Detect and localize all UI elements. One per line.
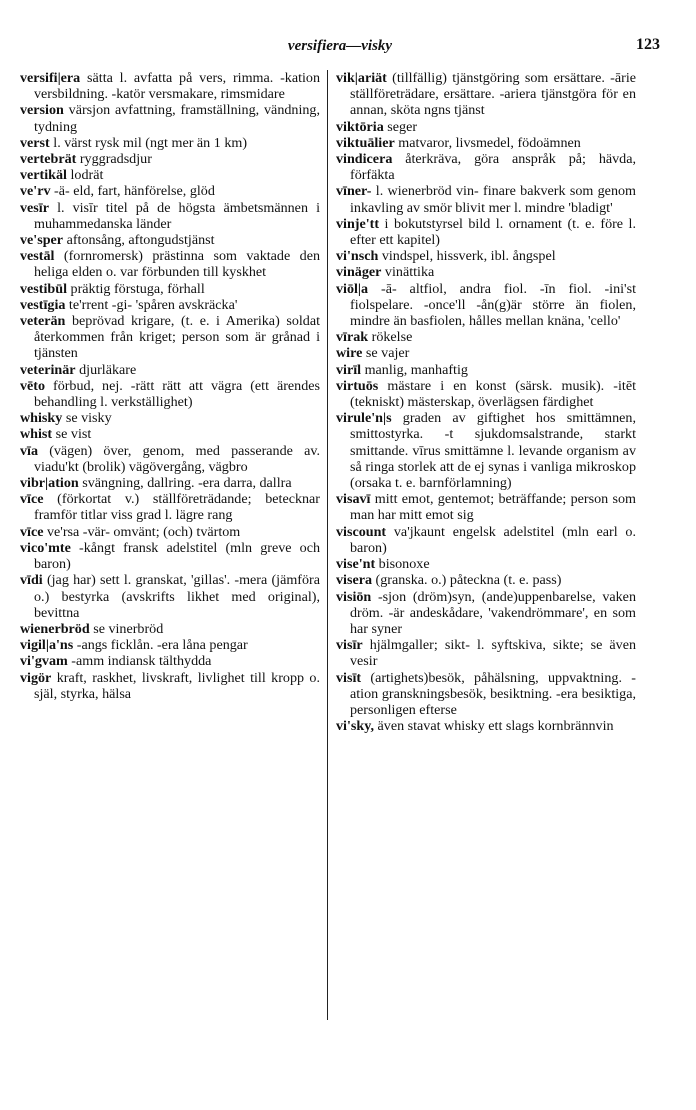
headword: wire xyxy=(336,345,363,362)
dictionary-entry xyxy=(336,151,636,183)
definition: (artighets)besök, påhälsning, uppvaktning. -ation granskningsbesök, besiktning. -era besiktiga, personligen efterse xyxy=(350,669,636,718)
headword: vigil|a'ns xyxy=(20,637,74,654)
dictionary-entry xyxy=(20,248,320,280)
definition: l. visīr titel på de högsta ämbetsmännen i muhammedanska länder xyxy=(34,199,320,232)
dictionary-entry xyxy=(20,540,320,572)
dictionary-entry xyxy=(20,637,320,653)
definition: se vist xyxy=(52,426,92,443)
dictionary-entry xyxy=(20,475,320,491)
headword: vigör xyxy=(20,669,52,686)
definition: se vinerbröd xyxy=(89,620,164,637)
definition: värsjon avfattning, framställning, vändning, tydning xyxy=(34,102,320,135)
headword: vīce xyxy=(20,491,44,508)
definition: -ä- eld, fart, hänförelse, glöd xyxy=(50,183,215,200)
definition: ryggradsdjur xyxy=(76,151,152,168)
headword: viscount xyxy=(336,523,387,540)
dictionary-entry xyxy=(20,232,320,248)
dictionary-entry xyxy=(20,572,320,621)
definition: lodrät xyxy=(66,167,104,184)
running-head: versifiera—visky xyxy=(287,38,393,54)
headword: veterän xyxy=(20,313,66,330)
definition: (tillfällig) tjänstgöring som ersättare. -ārie ställföreträdare, ersättare. -ariera tjänstgöra för en annan, sköta ngns tjänst xyxy=(350,70,636,119)
definition: beprövad krigare, (t. e. i Amerika) soldat återkommen från kriget; person som är grånad i tjänsten xyxy=(34,313,320,362)
definition: mästare i en konst (särsk. musik). -itēt (tekniskt) mästerskap, överlägsen färdighet xyxy=(350,377,636,411)
definition: -amm indiansk tälthydda xyxy=(67,653,212,670)
headword: whist xyxy=(20,426,53,443)
definition: ve'rsa -vär- omvänt; (och) tvärtom xyxy=(43,523,241,540)
headword: vise'nt xyxy=(336,556,376,573)
headword: vīa xyxy=(20,442,39,459)
dictionary-entry xyxy=(336,378,636,410)
definition: präktig förstuga, förhall xyxy=(67,280,205,297)
dictionary-entry xyxy=(20,313,320,362)
definition: graden av giftighet hos smittämnen, smittostyrka. -t sjukdomsalstrande, starkt smittande. vīrus smittämne l. levande organism av så ringa storlek att de ej synas i vanliga mikroskop (orsaka t. e. barnförlamning) xyxy=(350,410,636,492)
headword: vīner- xyxy=(336,183,372,200)
definition: aftonsång, aftongudstjänst xyxy=(63,232,215,249)
column-divider xyxy=(327,70,328,1020)
dictionary-entry xyxy=(336,589,636,638)
headword: vindicera xyxy=(336,151,393,168)
headword: vibr|ation xyxy=(20,475,79,492)
headword: vīce xyxy=(20,523,44,540)
dictionary-entry xyxy=(336,637,636,669)
dictionary-entry xyxy=(336,329,636,345)
headword: vesīr xyxy=(20,199,49,216)
right-column xyxy=(336,70,636,734)
dictionary-entry xyxy=(336,524,636,556)
dictionary-entry xyxy=(336,556,636,572)
dictionary-entry xyxy=(20,378,320,410)
dictionary-entry xyxy=(20,670,320,702)
definition: -sjon (dröm)syn, (ande)uppenbarelse, vaken dröm. -är andeskådare, 'vakendrömmare', en som har syner xyxy=(350,588,636,637)
headword: whisky xyxy=(20,410,63,427)
headword: vīrak xyxy=(336,329,369,346)
definition: (vägen) över, genom, med passerande av. viadu'kt (brolik) vägövergång, vägbro xyxy=(34,442,320,475)
left-column xyxy=(20,70,320,702)
dictionary-entry xyxy=(336,281,636,330)
headword: virule'n|s xyxy=(336,410,392,427)
headword: ve'sper xyxy=(20,232,64,249)
definition: (fornromersk) prästinna som vaktade den heliga elden o. var förbunden till kyskhet xyxy=(34,248,320,281)
dictionary-entry xyxy=(336,264,636,280)
definition: återkräva, göra anspråk på; hävda, förfäkta xyxy=(350,151,636,184)
dictionary-entry xyxy=(20,281,320,297)
definition: bisonoxe xyxy=(375,556,430,573)
definition: -angs ficklån. -era låna pengar xyxy=(73,637,248,654)
definition: se visky xyxy=(62,410,112,427)
dictionary-entry xyxy=(336,119,636,135)
headword: viōl|a xyxy=(336,280,369,297)
definition: (jag har) sett l. granskat, 'gillas'. -mera (jämföra o.) bestyrka (avskrifts likhet med original), bevittna xyxy=(34,572,320,621)
definition: vinättika xyxy=(381,264,435,281)
dictionary-entry xyxy=(20,362,320,378)
definition: l. värst rysk mil (ngt mer än 1 km) xyxy=(49,134,248,151)
headword: visavī xyxy=(336,491,371,508)
headword: visīt xyxy=(336,669,362,686)
dictionary-entry xyxy=(20,297,320,313)
dictionary-entry xyxy=(20,167,320,183)
dictionary-entry xyxy=(20,426,320,442)
headword: viktōria xyxy=(336,118,384,135)
dictionary-entry xyxy=(20,70,320,102)
headword: wienerbröd xyxy=(20,620,90,637)
definition: mitt emot, gentemot; beträffande; person som man har mitt emot sig xyxy=(350,491,636,524)
headword: viktuālier xyxy=(336,134,395,151)
headword: verst xyxy=(20,134,50,151)
headword: versifi|era xyxy=(20,70,81,86)
dictionary-entry xyxy=(20,135,320,151)
definition: seger xyxy=(383,118,418,135)
dictionary-entry xyxy=(336,572,636,588)
headword: vertebrät xyxy=(20,151,77,168)
headword: veterinär xyxy=(20,361,76,378)
dictionary-entry xyxy=(20,524,320,540)
definition: l. wienerbröd vin- finare bakverk som genom inkavling av smör blivit mer l. mindre 'bladigt' xyxy=(350,183,636,216)
definition: rökelse xyxy=(368,329,413,346)
headword: vinäger xyxy=(336,264,382,281)
definition: även stavat whisky ett slags kornbrännvin xyxy=(374,718,614,735)
definition: (förkortat v.) ställföreträdande; betecknar framför titlar viss grad l. lägre rang xyxy=(34,491,320,524)
dictionary-entry xyxy=(20,200,320,232)
headword: version xyxy=(20,102,64,119)
definition: djurläkare xyxy=(75,361,137,378)
dictionary-entry xyxy=(20,410,320,426)
headword: vīdi xyxy=(20,572,43,589)
definition: i bokutstyrsel bild l. ornament (t. e. före l. efter ett kapitel) xyxy=(350,215,636,249)
dictionary-entry xyxy=(336,216,636,248)
headword: virtuōs xyxy=(336,377,379,394)
dictionary-entry xyxy=(336,248,636,264)
dictionary-entry xyxy=(336,718,636,734)
dictionary-entry xyxy=(20,443,320,475)
dictionary-entry xyxy=(336,491,636,523)
headword: virīl xyxy=(336,361,362,378)
dictionary-entry xyxy=(336,345,636,361)
dictionary-entry xyxy=(336,70,636,119)
dictionary-entry xyxy=(20,183,320,199)
definition: svängning, dallring. -era darra, dallra xyxy=(78,475,292,492)
headword: visera xyxy=(336,572,373,589)
definition: hjälmgaller; sikt- l. syftskiva, sikte; se även vesir xyxy=(350,637,636,670)
dictionary-entry xyxy=(20,491,320,523)
headword: vi'gvam xyxy=(20,653,68,670)
definition: -kångt fransk adelstitel (mln greve och baron) xyxy=(34,539,320,573)
definition: vindspel, hissverk, ibl. ångspel xyxy=(378,248,556,265)
dictionary-entry xyxy=(20,621,320,637)
definition: manlig, manhaftig xyxy=(361,361,468,378)
headword: vestāl xyxy=(20,248,55,265)
headword: vestīgia xyxy=(20,296,66,313)
definition: (granska. o.) påteckna (t. e. pass) xyxy=(372,572,562,589)
dictionary-entry xyxy=(20,102,320,134)
headword: ve'rv xyxy=(20,183,51,200)
headword: vi'nsch xyxy=(336,248,379,265)
dictionary-entry xyxy=(336,183,636,215)
page-header xyxy=(20,36,660,60)
dictionary-entry xyxy=(336,135,636,151)
definition: kraft, raskhet, livskraft, livlighet till kropp o. själ, styrka, hälsa xyxy=(34,669,320,702)
headword: vik|ariät xyxy=(336,70,387,86)
headword: visīr xyxy=(336,637,363,654)
definition: förbud, nej. -rätt rätt att vägra (ett ärendes behandling l. verkställighet) xyxy=(34,377,320,411)
headword: vestibūl xyxy=(20,280,67,297)
definition: se vajer xyxy=(362,345,410,362)
page-number: 123 xyxy=(636,36,660,53)
dictionary-entry xyxy=(336,362,636,378)
dictionary-entry xyxy=(20,151,320,167)
definition: sätta l. avfatta på vers, rimma. -kation versbildning. -katör versmakare, rimsmidare xyxy=(34,70,320,103)
headword: visiōn xyxy=(336,588,372,605)
definition: matvaror, livsmedel, födoämnen xyxy=(394,134,581,151)
headword: vēto xyxy=(20,377,46,394)
headword: vinje'tt xyxy=(336,215,380,232)
definition: -ā- altfiol, andra fiol. -īn fiol. -ini'st fiolspelare. -once'll -ån(g)är större än fiolen, mindre än basfiolen, hålles mellan knäna, 'cello' xyxy=(350,280,636,330)
dictionary-entry xyxy=(20,653,320,669)
definition: te'rrent -gi- 'spåren avskräcka' xyxy=(65,296,238,313)
headword: vico'mte xyxy=(20,539,71,556)
headword: vi'sky, xyxy=(336,718,374,735)
definition: va'jkaunt engelsk adelstitel (mln earl o. baron) xyxy=(350,523,636,556)
headword: vertikäl xyxy=(20,167,67,184)
dictionary-entry xyxy=(336,410,636,491)
dictionary-entry xyxy=(336,670,636,719)
